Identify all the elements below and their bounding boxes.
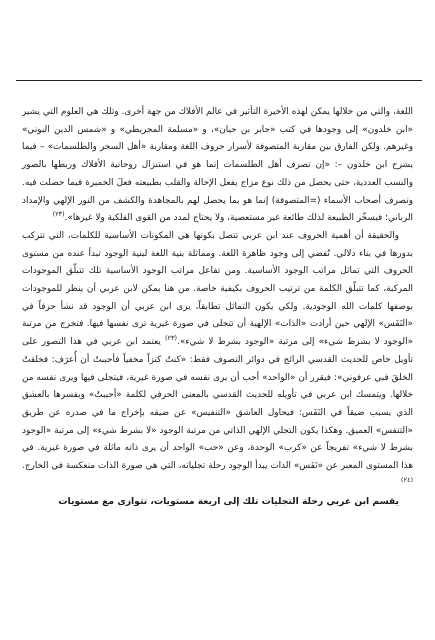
paragraph-2-tail: يعتمد ابن عربي في هذا التصور على تأويل خاص للحديث القدسي الرائج في دوائر التصوف فقط: «كنتُ كنزاً مخفياً فأحببتُ أن أُعرَف: فخلقتُ الخلقَ فبي عرفوني»: فيقرر أن «الواحد» أحب أن يرى نفسه في صورة غيرية، فيتجلى فيها ويرى نفسه من خلالها. ويتمسك ابن عربي في تأويله للحديث القدسي بالمعنى الحرفي لكلمة «أحببتُ» ويفسرها بالعشق الذي يسبب ضيقاً في النَفَس: فيحاول العاشق «التنفيس» عن ضيقه بإخراج ما في صدره عن طريق «التنفس» العميق. وهكذا يكون التجلي الإلهي الذاتي من مرتبة الوجود «لا بشرط شيء» إلى مرتبة «الوجود بشرط لا شيء» تفريجاً عن «كرب» الوحدة، وعن «حب» الواحد أن يرى ذاته ماثلة في صورة غيرية. في هذا المستوى المعبر عن «نَفَس» الذات يبدأ الوجود رحلة تجلياته، التي هي صورة الذات منعكسة في الخارج. <box>22 337 413 472</box>
paragraph-1 <box>22 104 413 228</box>
footnote-ref-23b[interactable]: (٢٣) <box>164 334 178 343</box>
paragraph-2-text: والحقيقة أن أهمية الحروف عند ابن عربي تتصل بكونها هي المكونات الأساسية للكلمات، التي تتركب بدورها في بناء دلالي. تُفضي إلى وجود ظاهرة اللغة. ومماثلة بنية اللغة لبنية الوجود تبدأ عنده من مستوى الحروف التي تماثل مراتب الوجود الأساسية. ومن تفاعل مراتب الوجود الأساسية تلك تتبلّق الموجودات المركبة، كما تتبلّق الكلمة من ترتيب الحروف بكيفية خاصة. من هنا يمكن لابن عربي أن ينظر للموجودات بوصفها كلمات الله الوجودية. ولكي يكون التماثل تطابقاً، يرى ابن عربي أن الوجود قد نشأ حرفاً في «النَفَس» الإلهي حين أرادت «الذات» الإلهية أن تتجلى في صورة غيرية ترى نفسها فيها. فتخرج من مرتبة «الوجود لا بشرط شيء» إلى مرتبة «الوجود بشرط لا شيء». <box>22 230 413 348</box>
paragraph-3 <box>22 493 413 511</box>
paragraph-1-text: اللغة، والتي من خلالها يمكن لهذه الأخيرة التأثير في عالم الأفلاك من جهة أخرى. وتلك هي العلوم التي يشير «ابن خلدون» إلى وجودها في كتب «جابر بن حيان»، و «مسلمة المجريطي» و «شمس الدين البوني» وغيرهم. ولكن الفارق بين مقاربة المتصوفة لأسرار حروف اللغة ومقاربة «أهل السحر والطلسمات» – فيما يشرح ابن خلدون –: «إن تصرف أهل الطلسمات إنما هو في استنزال روحانية الأفلاك وربطها بالصور والنسب العددية، حتى يحصل من ذلك نوع مزاج يفعل الإحالة والقلب بطبيعته فعلَ الخميرة فيما حصلت فيه. وتصرف أصحاب الأسماء (=المتصوفة) إنما هو بما يحصل لهم بالمجاهدة والكشف من النور الإلهي والإمداد الرباني؛ فيسخّر الطبيعة لذلك طائعة غير مستعصية، ولا يحتاج لمدد من القوى الفلكية ولا غيرها». <box>22 107 413 224</box>
header-rule <box>16 80 422 81</box>
paragraph-2 <box>22 228 413 494</box>
paragraph-3-text: يقسم ابن عربي رحلة التجليات تلك إلى اربعة مستويات، تتوازى مع مستويات <box>58 496 399 508</box>
footnote-ref-23a[interactable]: (٢٣) <box>52 210 65 219</box>
footnote-ref-24[interactable]: (٢٤) <box>400 475 413 484</box>
body-text <box>22 104 413 511</box>
